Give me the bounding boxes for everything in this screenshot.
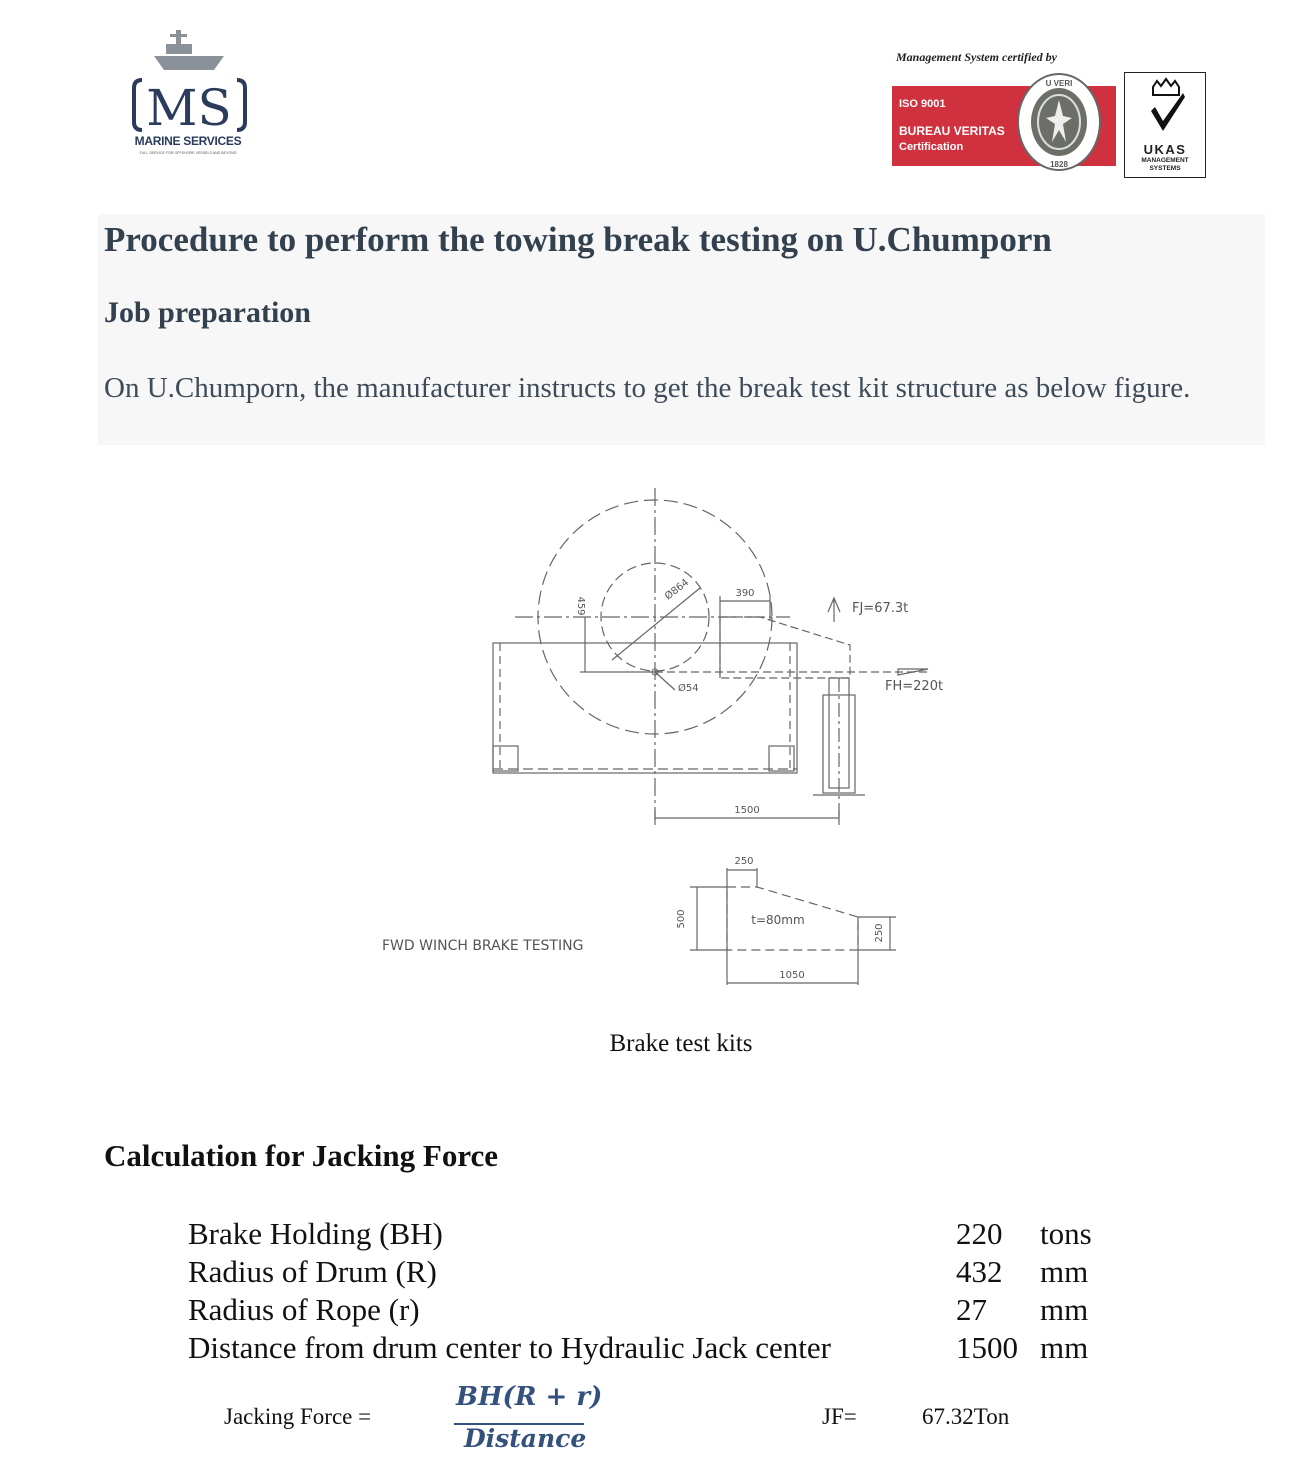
formula-denominator: Distance	[464, 1424, 587, 1453]
fj-arrow	[828, 598, 840, 622]
calc-label: Radius of Rope (r)	[188, 1292, 420, 1327]
calc-row-brake-holding	[188, 1216, 1148, 1254]
calc-label: Distance from drum center to Hydraulic Jack center	[188, 1330, 831, 1365]
result-label: JF=	[822, 1404, 857, 1429]
dim-250-top: 250	[734, 856, 754, 867]
ukas-sub-label: MANAGEMENT	[1141, 157, 1189, 164]
dim-390: 390	[735, 588, 755, 599]
intro-paragraph: On U.Chumporn, the manufacturer instructs to get the break test kit structure as below figure.	[104, 372, 1191, 404]
calc-row-radius-rope	[188, 1292, 1148, 1330]
certification-caption: Management System certified by	[896, 50, 1057, 64]
calc-row-radius-drum	[188, 1254, 1148, 1292]
formula-label: Jacking Force =	[224, 1404, 372, 1429]
bureau-veritas-seal-icon	[1016, 72, 1102, 172]
dim-250-right: 250	[874, 923, 885, 943]
svg-text:U VERI: U VERI	[1045, 79, 1073, 88]
iso-label: ISO 9001	[899, 98, 946, 110]
ukas-label: UKAS	[1143, 142, 1187, 157]
bureau-veritas-name: BUREAU VERITAS	[899, 124, 1005, 138]
bureau-veritas-sub: Certification	[899, 141, 964, 153]
calc-value: 27	[956, 1292, 987, 1327]
calc-unit: mm	[1040, 1330, 1089, 1365]
dim-1050: 1050	[779, 970, 805, 981]
calc-value: 1500	[956, 1330, 1018, 1365]
svg-text:1828: 1828	[1050, 160, 1068, 169]
dim-500: 500	[676, 909, 687, 929]
drawing-label: FWD WINCH BRAKE TESTING	[382, 938, 584, 954]
logo-company-name: MARINE SERVICES	[134, 134, 242, 148]
calc-label: Radius of Drum (R)	[188, 1254, 437, 1289]
calc-unit: mm	[1040, 1254, 1089, 1289]
marine-services-logo	[122, 22, 257, 172]
calc-value: 432	[956, 1254, 1003, 1289]
calculation-heading: Calculation for Jacking Force	[104, 1138, 499, 1173]
calc-row-distance	[188, 1330, 1148, 1368]
crown-check-icon	[1125, 73, 1207, 143]
dim-drum-diameter: Ø864	[663, 577, 692, 603]
calc-label: Brake Holding (BH)	[188, 1216, 443, 1251]
dim-1500: 1500	[734, 805, 760, 816]
label-fh: FH=220t	[885, 679, 944, 694]
formula-numerator: BH(R + r)	[456, 1382, 603, 1412]
label-fj: FJ=67.3t	[852, 601, 909, 616]
result-value: 67.32Ton	[922, 1404, 1010, 1429]
label-thickness: t=80mm	[751, 913, 805, 927]
winch-frame	[493, 643, 797, 773]
figure-caption: Brake test kits	[609, 1030, 753, 1057]
logo-tagline: FULL SERVICE FOR OFFSHORE VESSELS AND BEYOND	[139, 151, 237, 155]
dim-459: 459	[575, 596, 586, 616]
dim-rope-diameter: Ø54	[678, 683, 699, 694]
brake-test-kit-drawing	[360, 478, 960, 998]
calc-unit: tons	[1040, 1216, 1092, 1251]
svg-text:MS: MS	[146, 79, 232, 137]
section-heading-job-preparation: Job preparation	[104, 296, 311, 329]
calc-value: 220	[956, 1216, 1003, 1251]
brake-arm	[720, 617, 850, 678]
ukas-sub-label-2: SYSTEMS	[1149, 165, 1181, 172]
document-title: Procedure to perform the towing break testing on U.Chumporn	[104, 220, 1052, 259]
calc-unit: mm	[1040, 1292, 1089, 1327]
